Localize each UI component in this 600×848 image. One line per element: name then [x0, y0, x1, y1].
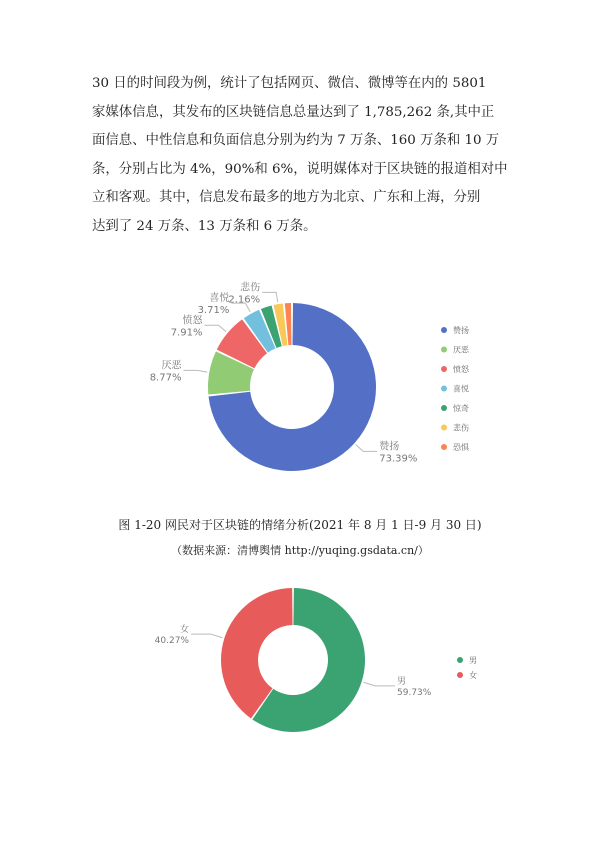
paragraph-line: 达到了 24 万条、13 万条和 6 万条。 — [92, 218, 317, 234]
slice-category-label: 厌恶 — [161, 360, 182, 372]
legend-swatch — [441, 366, 447, 372]
paragraph-line: 家媒体信息，其发布的区块链信息总量达到了 1,785,262 条,其中正 — [92, 104, 495, 120]
source-note: （数据来源：清博舆情 http://yuqing.gsdata.cn/） — [171, 544, 429, 557]
legend-swatch — [441, 444, 447, 450]
legend-label: 惊奇 — [453, 404, 469, 413]
slice-category-label: 赞扬 — [379, 441, 400, 453]
legend-swatch — [441, 327, 447, 333]
slice-percent-label: 8.77% — [149, 372, 182, 384]
label-leader-line — [356, 445, 377, 452]
label-leader-line — [204, 325, 226, 331]
slice-percent-label: 3.71% — [197, 305, 230, 317]
slice-percent-label: 7.91% — [170, 327, 203, 339]
slice-category-label: 悲伤 — [240, 282, 261, 294]
slice-category-label: 喜悦 — [209, 293, 230, 305]
gender-donut-chart — [154, 588, 500, 738]
figure-caption: 图 1-20 网民对于区块链的情绪分析(2021 年 8 月 1 日-9 月 30 日) — [118, 518, 482, 532]
label-leader-line — [262, 292, 278, 302]
label-leader-line — [191, 634, 222, 638]
legend-swatch — [441, 425, 447, 431]
slice-category-label: 男 — [397, 676, 407, 687]
legend-label: 恐惧 — [453, 443, 469, 452]
legend-swatch — [441, 405, 447, 411]
paragraph-line: 面信息、中性信息和负面信息分别为约为 7 万条、160 万条和 10 万 — [92, 133, 500, 149]
label-leader-line — [364, 682, 395, 686]
body-paragraph — [92, 70, 516, 242]
slice-category-label: 女 — [179, 625, 189, 636]
legend-swatch — [457, 657, 463, 663]
legend-label: 厌恶 — [453, 345, 469, 355]
legend-label: 悲伤 — [453, 423, 469, 433]
legend-swatch — [457, 672, 463, 678]
slice-percent-label: 40.27% — [154, 636, 189, 647]
label-leader-line — [183, 370, 207, 372]
legend-label: 赞扬 — [453, 326, 469, 335]
paragraph-line: 30 日的时间段为例，统计了包括网页、微信、微博等在内的 5801 — [92, 76, 487, 91]
paragraph-line: 条，分别占比为 4%，90%和 6%，说明媒体对于区块链的报道相对中 — [92, 161, 508, 177]
legend-label: 男 — [469, 656, 477, 665]
legend-swatch — [441, 386, 447, 392]
legend-label: 女 — [469, 671, 477, 680]
legend-label: 喜悦 — [453, 384, 469, 394]
slice-category-label: 愤怒 — [182, 315, 203, 327]
legend-label: 愤怒 — [453, 365, 469, 374]
emotion-donut-chart — [150, 275, 530, 485]
slice-percent-label: 2.16% — [228, 294, 261, 306]
slice-percent-label: 73.39% — [379, 453, 418, 465]
legend-swatch — [441, 347, 447, 353]
paragraph-line: 立和客观。其中，信息发布最多的地方为北京、广东和上海，分别 — [92, 190, 481, 206]
slice-percent-label: 59.73% — [397, 687, 432, 698]
